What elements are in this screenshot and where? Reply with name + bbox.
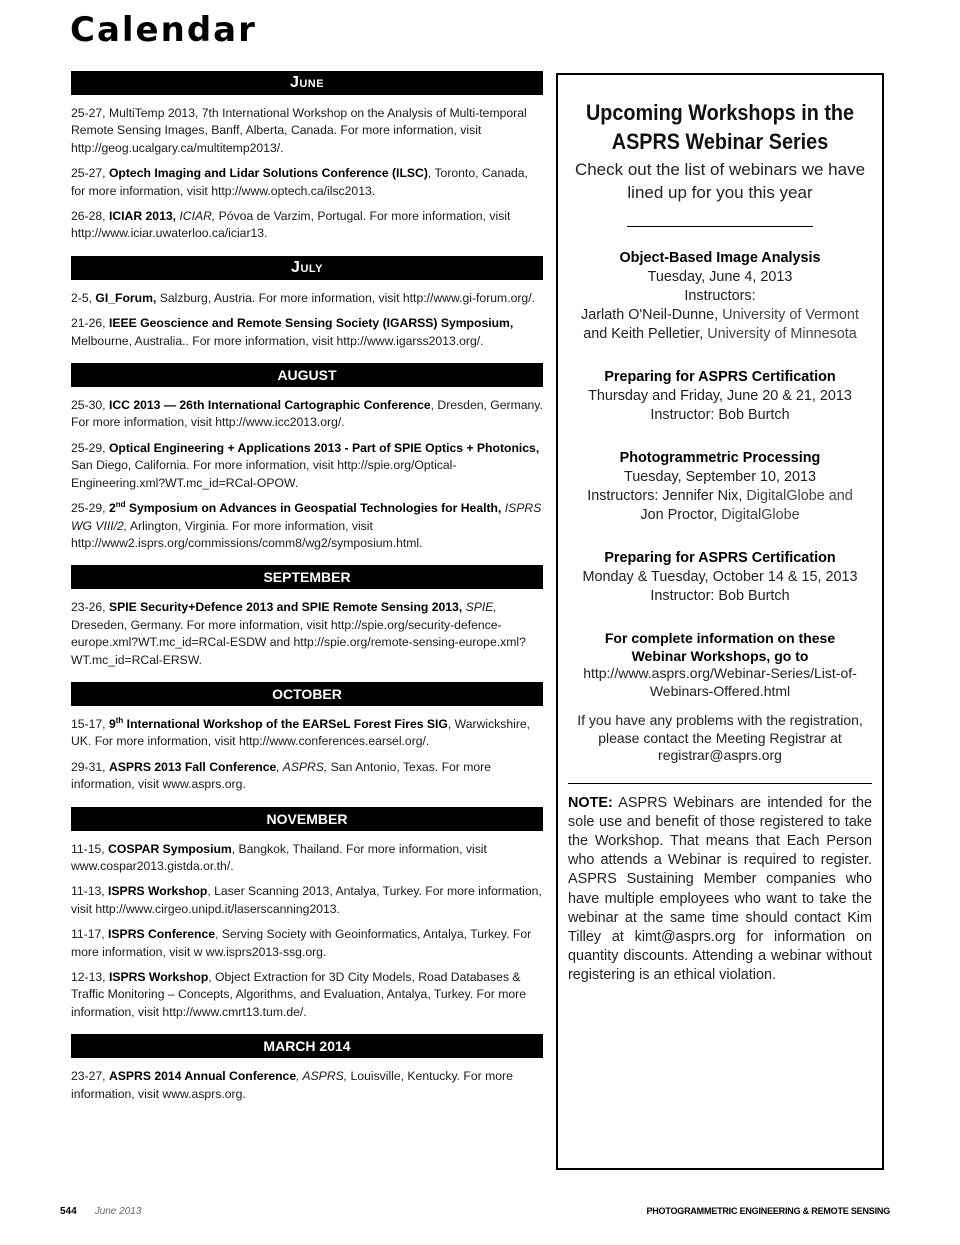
event-item: 25-27, Optech Imaging and Lidar Solutions Conference (ILSC), Toronto, Canada, for more information, visit http://www.optech.ca/ilsc2013. [71,166,528,198]
event-item: 26-28, ICIAR 2013, ICIAR, Póvoa de Varzim, Portugal. For more information, visit http://www.iciar.uwaterloo.ca/iciar13. [71,209,511,241]
issue-date: June 2013 [94,1206,142,1217]
month-header: June [71,71,543,95]
event-item: 29-31, ASPRS 2013 Fall Conference, ASPRS, San Antonio, Texas. For more information, visit www.asprs.org. [71,759,492,792]
workshop-item: Object-Based Image Analysis Tuesday, June 4, 2013 Instructors: Jarlath O'Neil-Dunne, University of Vermont and Keith Pelletier, University of Minnesota [581,250,859,342]
contact-text: If you have any problems with the registration, please contact the Meeting Registrar at registrar@asprs.org [577,712,863,763]
event-item: 21-26, IEEE Geoscience and Remote Sensing Society (IGARSS) Symposium, Melbourne, Australia.. For more information, visit http://www.igarss2013.org/. [71,316,514,348]
event-item: 2-5, GI_Forum, Salzburg, Austria. For more information, visit http://www.gi-forum.org/. [71,290,535,305]
event-item: 25-29, 2nd Symposium on Advances in Geospatial Technologies for Health, ISPRS WG VIII/2, Arlington, Virginia. For more information, visit http://www2.isprs.org/commissions/comm8/wg2/symposium.html. [71,500,542,550]
footer-left [60,1206,141,1217]
calendar-column [71,71,543,1116]
event-item: 25-30, ICC 2013 — 26th International Cartographic Conference, Dresden, Germany. For more information, visit http://www.icc2013.org/. [71,398,543,430]
page-title: Calendar [70,10,257,50]
month-header: SEPTEMBER [71,565,543,589]
info-block: For complete information on these Webinar Workshops, go to http://www.asprs.org/Webinar-Series/List-of-Webinars-Offered.html [572,630,868,700]
event-item: 23-26, SPIE Security+Defence 2013 and SPIE Remote Sensing 2013, SPIE, Dreseden, Germany. For more information, visit http://spie.org/security-defence-europe.xml?WT.mc_id=RCal-ESDW and http://spie.org/remote-sensing-europe.xml?WT.mc_id=RCal-ERSW. [71,600,526,667]
month-header: MARCH 2014 [71,1034,543,1058]
month-october [71,682,543,794]
month-header: NOVEMBER [71,807,543,831]
month-march-2014 [71,1034,543,1103]
webinar-link[interactable]: http://www.asprs.org/Webinar-Series/List-of-Webinars-Offered.html [583,665,857,699]
event-item: 23-27, ASPRS 2014 Annual Conference, ASPRS, Louisville, Kentucky. For more information, visit www.asprs.org. [71,1069,513,1101]
month-september [71,565,543,669]
month-june [71,71,543,243]
event-item: 25-29, Optical Engineering + Applications 2013 - Part of SPIE Optics + Photonics, San Diego, California. For more information, visit http://spie.org/Optical-Engineering.xml?WT.mc_id=RCal-OPOW. [71,440,540,490]
month-august [71,363,543,552]
event-item: 11-15, COSPAR Symposium, Bangkok, Thailand. For more information, visit www.cospar2013.gistda.or.th/. [71,841,487,873]
sidebar-heading: Upcoming Workshops in the ASPRS Webinar Series [585,100,855,154]
workshop-item: Preparing for ASPRS Certification Thursday and Friday, June 20 & 21, 2013 Instructor: Bob Burtch [588,369,852,423]
month-header: AUGUST [71,363,543,387]
month-header: OCTOBER [71,682,543,706]
note-paragraph: NOTE: ASPRS Webinars are intended for the sole use and benefit of those registered to take the Workshop. That means that Each Person who attends a Webinar is required to register. ASPRS Sustaining Member companies who have multiple employees who want to take the webinar at the same time should contact Kim Tilley at kimt@asprs.org for information on quantity discounts. Attending a webinar without registering is an ethical violation. [568,794,872,984]
divider [627,226,813,227]
webinar-sidebar [556,73,884,1170]
divider [568,783,872,784]
page-number: 544 [60,1206,77,1217]
event-item: 11-13, ISPRS Workshop, Laser Scanning 2013, Antalya, Turkey. For more information, visit http://www.cirgeo.unipd.it/laserscanning2013. [71,884,542,916]
month-july [71,256,543,350]
event-item: 11-17, ISPRS Conference, Serving Society with Geoinformatics, Antalya, Turkey. For more information, visit w ww.isprs2013-ssg.org. [71,927,532,959]
month-november [71,807,543,1022]
event-item: 15-17, 9th International Workshop of the EARSeL Forest Fires SIG, Warwickshire, UK. For more information, visit http://www.conferences.earsel.org/. [71,715,531,749]
event-item: 25-27, MultiTemp 2013, 7th International Workshop on the Analysis of Multi-temporal Remote Sensing Images, Banff, Alberta, Canada. For more information, visit http://geog.ucalgary.ca/multitemp2013/. [71,106,527,155]
workshop-item: Preparing for ASPRS Certification Monday & Tuesday, October 14 & 15, 2013 Instructor: Bob Burtch [582,550,858,604]
month-header: July [71,256,543,280]
journal-name: PHOTOGRAMMETRIC ENGINEERING & REMOTE SENSING [646,1206,890,1216]
event-item: 12-13, ISPRS Workshop, Object Extraction for 3D City Models, Road Databases & Traffic Monitoring – Concepts, Algorithms, and Evaluation, Antalya, Turkey. For more information, visit http://www.cmrt13.tum.de/. [71,970,526,1019]
sidebar-subheading: Check out the list of webinars we have lined up for you this year [574,160,866,202]
workshop-item: Photogrammetric Processing Tuesday, September 10, 2013 Instructors: Jennifer Nix, DigitalGlobe and Jon Proctor, DigitalGlobe [587,450,853,523]
